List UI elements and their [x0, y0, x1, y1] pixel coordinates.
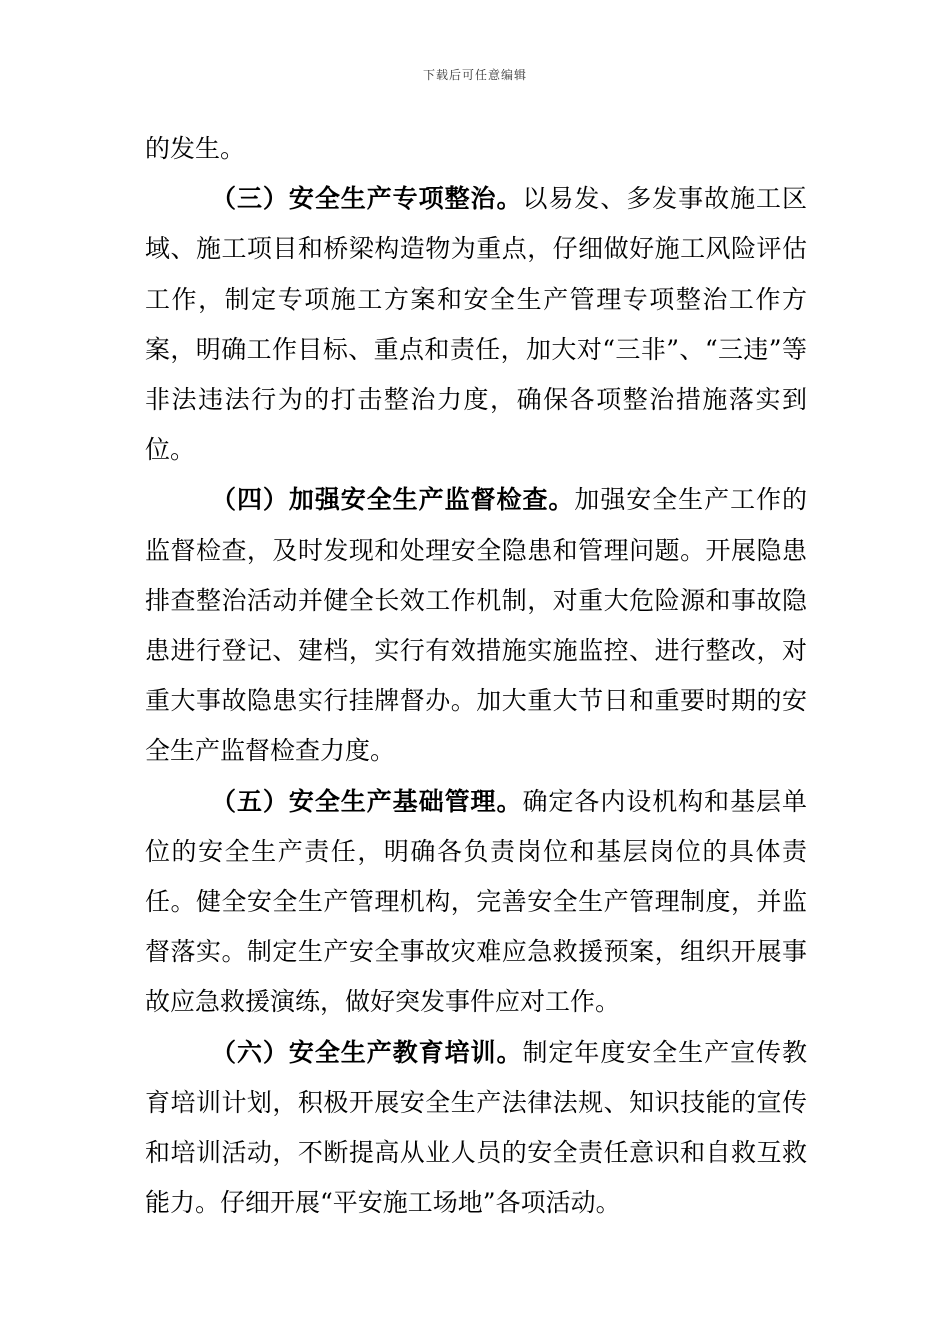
paragraph-text: 制定年度安全生产宣传教育培训计划，积极开展安全生产法律法规、知识技能的宣传和培训活动，不断提高从业人员的安全责任意识和自救互救能力。仔细开展“平安施工场地”各项活动。 [145, 1037, 807, 1218]
paragraph-text: 加强安全生产工作的监督检查，及时发现和处理安全隐患和管理问题。开展隐患排查整治活动并健全长效工作机制，对重大危险源和事故隐患进行登记、建档，实行有效措施实施监控、进行整改，对重大事故隐患实行挂牌督办。加大重大节日和重要时期的安全生产监督检查力度。 [145, 485, 807, 766]
paragraph-section-5 [145, 777, 807, 1028]
paragraph-continuation [145, 124, 807, 174]
paragraph-section-3 [145, 174, 807, 475]
paragraph-text: 确定各内设机构和基层单位的安全生产责任，明确各负责岗位和基层岗位的具体责任。健全安全生产管理机构，完善安全生产管理制度，并监督落实。制定生产安全事故灾难应急救援预案，组织开展事故应急救援演练，做好突发事件应对工作。 [145, 786, 807, 1017]
section-heading: （五）安全生产基础管理。 [211, 786, 523, 816]
section-heading: （四）加强安全生产监督检查。 [211, 485, 575, 515]
paragraph-section-6 [145, 1028, 807, 1229]
page-header: 下载后可任意编辑 [422, 68, 527, 82]
document-body [145, 124, 807, 1228]
paragraph-text: 的发生。 [145, 134, 246, 163]
paragraph-section-4 [145, 475, 807, 776]
section-heading: （六）安全生产教育培训。 [211, 1037, 523, 1067]
section-heading: （三）安全生产专项整治。 [211, 184, 523, 214]
paragraph-text: 以易发、多发事故施工区域、施工项目和桥梁构造物为重点，仔细做好施工风险评估工作，制定专项施工方案和安全生产管理专项整治工作方案，明确工作目标、重点和责任，加大对“三非”、“三违”等非法违法行为的打击整治力度，确保各项整治措施落实到位。 [145, 184, 807, 465]
